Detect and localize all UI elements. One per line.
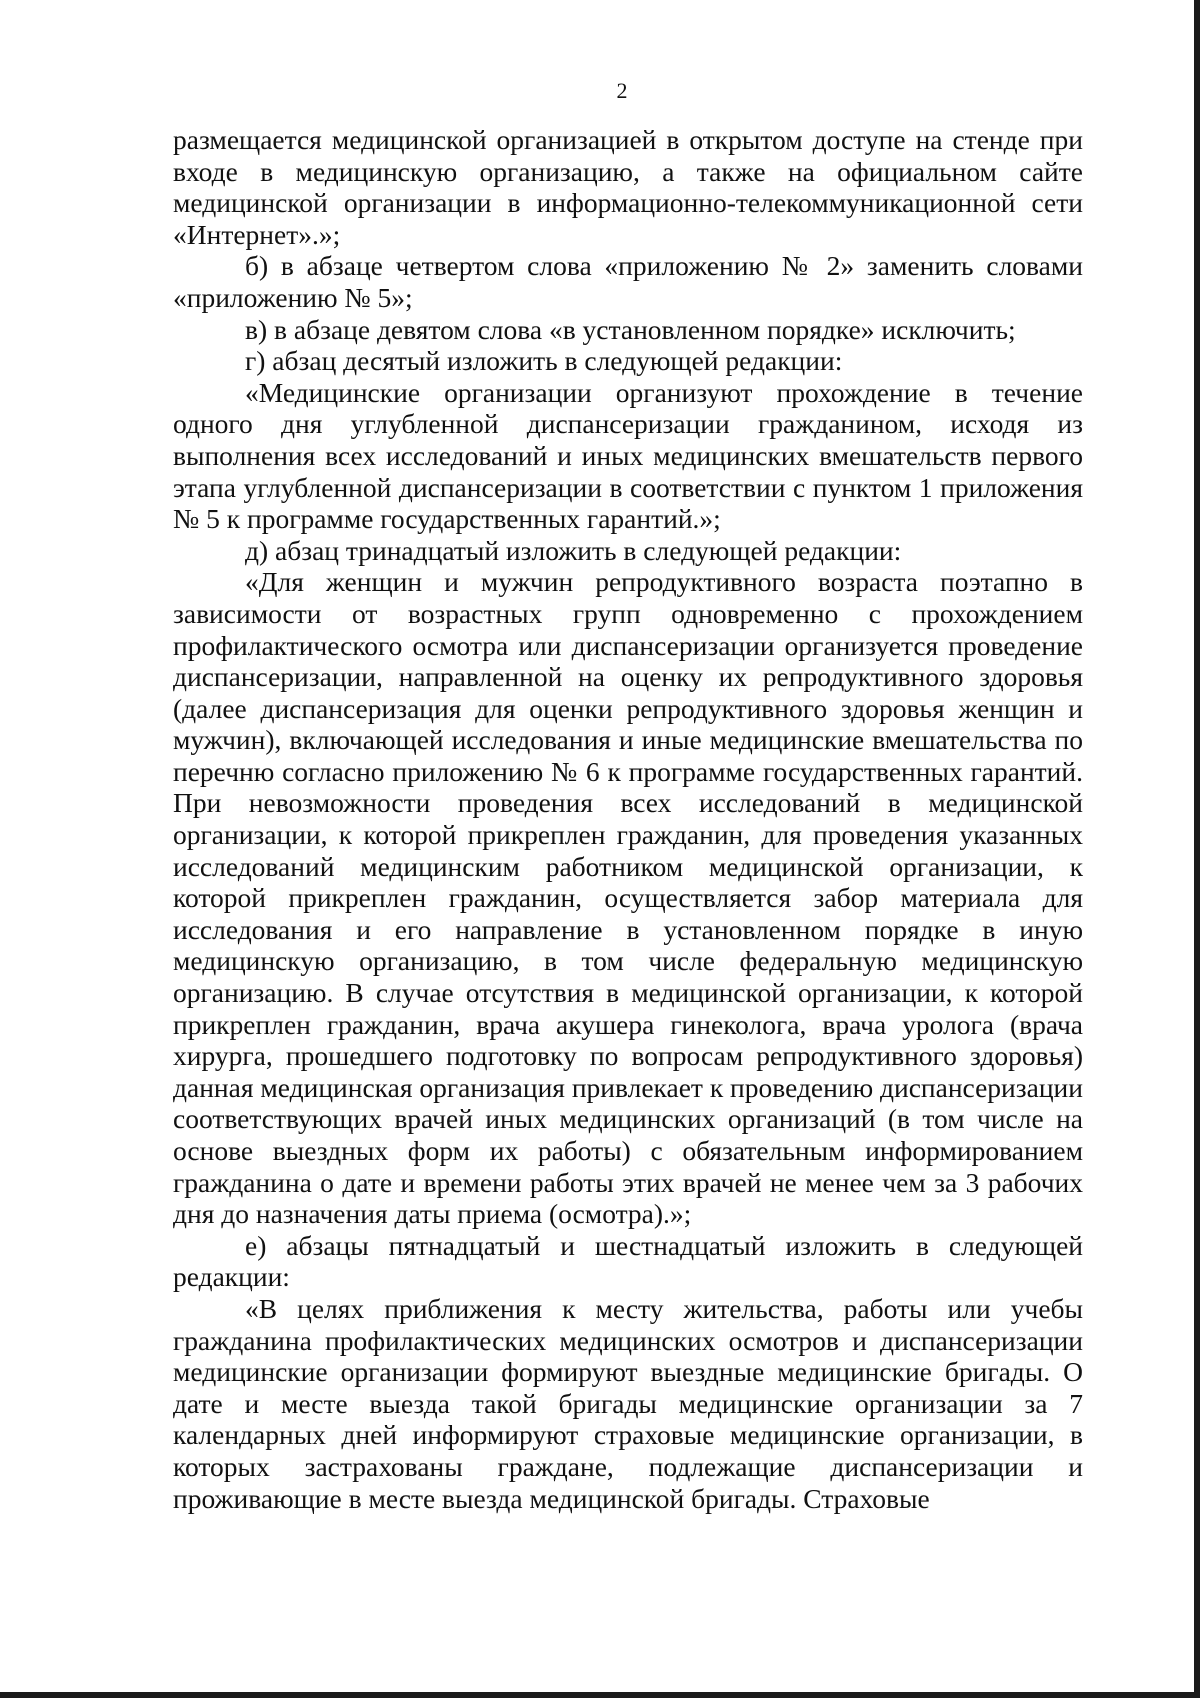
paragraph: «Медицинские организации организуют прохождение в течение одного дня углубленной диспансеризации гражданином, исходя из выполнения всех исследований и иных медицинских вмешательств первого этапа углубленной диспансеризации в соответствии с пунктом 1 приложения № 5 к программе государственных гарантий.»; (173, 376, 1083, 535)
paragraph: д) абзац тринадцатый изложить в следующей редакции: (245, 534, 902, 566)
paragraph: «Для женщин и мужчин репродуктивного возраста поэтапно в зависимости от возрастных групп одновременно с прохождением профилактического осмотра или диспансеризации организуется проведение диспансеризации, направленной на оценку их репродуктивного здоровья (далее диспансеризация для оценки репродуктивного здоровья женщин и мужчин), включающей исследования и иные медицинские вмешательства по перечню согласно приложению № 6 к программе государственных гарантий. При невозможности проведения всех исследований в медицинской организации, к которой прикреплен гражданин, для проведения указанных исследований медицинским работником медицинской организации, к которой прикреплен гражданин, осуществляется забор материала для исследования и его направление в установленном порядке в иную медицинскую организацию, в том числе федеральную медицинскую организацию. В случае отсутствия в медицинской организации, к которой прикреплен гражданин, врача акушера гинеколога, врача уролога (врача хирурга, прошедшего подготовку по вопросам репродуктивного здоровья) данная медицинская организация привлекает к проведению диспансеризации соответствующих врачей иных медицинских организаций (в том числе на основе выездных форм их работы) с обязательным информированием гражданина о дате и времени работы этих врачей не менее чем за 3 рабочих дня до назначения даты приема (осмотра).»; (173, 566, 1083, 1230)
page-number: 2 (616, 78, 628, 103)
scan-border-right (1194, 0, 1200, 1698)
paragraph: б) в абзаце четвертом слова «приложению № 2» заменить словами «приложению № 5»; (173, 250, 1083, 313)
paragraph: е) абзацы пятнадцатый и шестнадцатый изложить в следующей редакции: (173, 1229, 1083, 1293)
document-body (173, 124, 1083, 1514)
paragraph: размещается медицинской организацией в открытом доступе на стенде при входе в медицинскую организацию, а также на официальном сайте медицинской организации в информационно-телекоммуникационной сети «Интернет».»; (173, 124, 1083, 250)
paragraph: «В целях приближения к месту жительства, работы или учебы гражданина профилактических медицинских осмотров и диспансеризации медицинские организации формируют выездные медицинские бригады. О дате и месте выезда такой бригады медицинские организации за 7 календарных дней информируют страховые медицинские организации, в которых застрахованы граждане, подлежащие диспансеризации и проживающие в месте выезда медицинской бригады. Страховые (173, 1292, 1083, 1514)
paragraph: в) в абзаце девятом слова «в установленном порядке» исключить; (245, 313, 1016, 345)
scan-border-bottom (0, 1692, 1200, 1698)
paragraph: г) абзац десятый изложить в следующей редакции: (245, 345, 843, 377)
